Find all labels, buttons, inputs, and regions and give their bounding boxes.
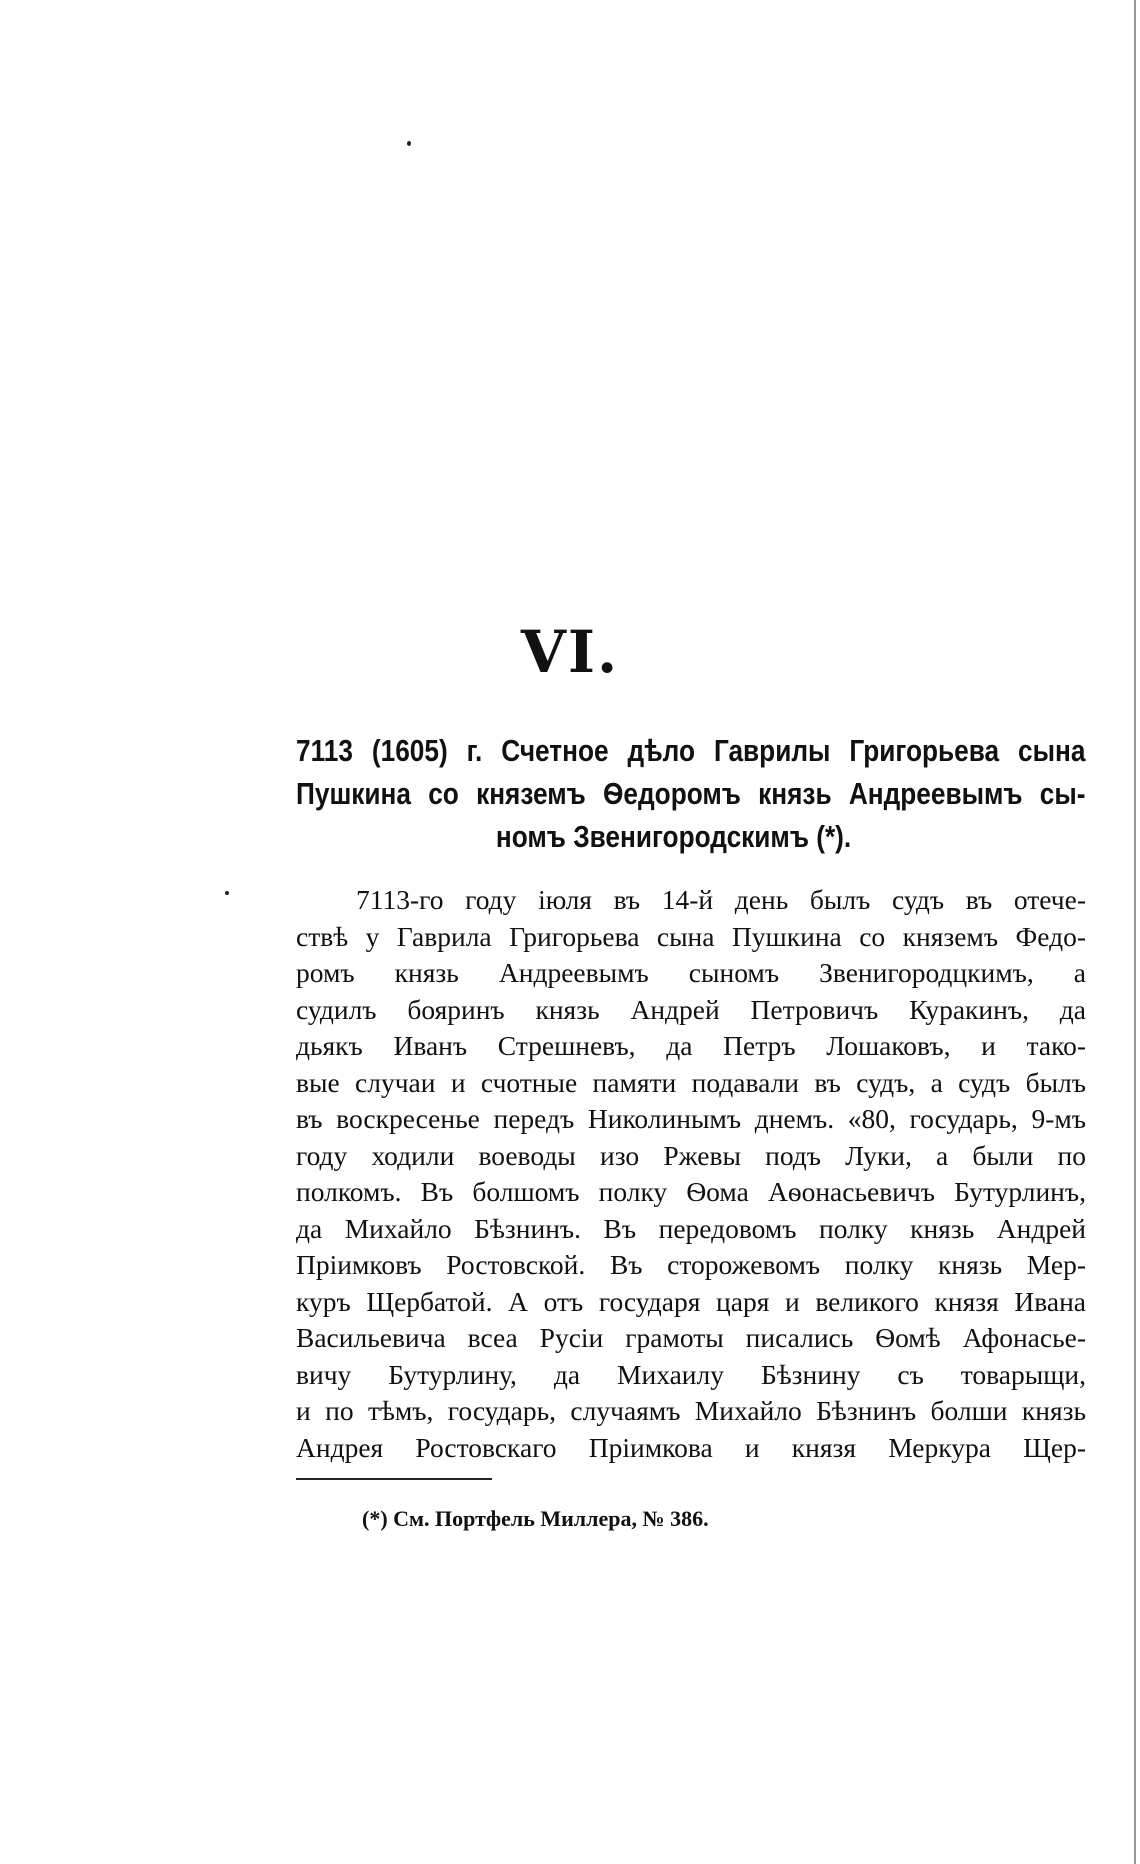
heading-line: номъ Звенигородскимъ (*).	[495, 820, 852, 854]
text-line: дьякъ Иванъ Стрешневъ, да Петръ Лошаковъ, и тако-	[296, 1030, 1086, 1061]
text-line: Пріимковъ Ростовской. Въ сторожевомъ полку князь Мер-	[296, 1249, 1086, 1280]
body-paragraph	[296, 882, 1086, 1466]
text-line: ромъ князь Андреевымъ сыномъ Звенигородцкимъ, а	[296, 957, 1086, 988]
text-line: полкомъ. Въ болшомъ полку Ѳома Аѳонасьевичъ Бутурлинъ,	[296, 1176, 1086, 1207]
footnote-divider	[296, 1478, 492, 1480]
text-line: судилъ бояринъ князь Андрей Петровичъ Куракинъ, да	[296, 993, 1086, 1025]
text-line: куръ Щербатой. А отъ государя царя и великого князя Ивана	[296, 1285, 1086, 1317]
footnote: (*) См. Портфель Миллера, № 386.	[362, 1506, 709, 1531]
heading-line: Пушкина со княземъ Ѳедоромъ князь Андреевымъ сы-	[296, 777, 1086, 811]
text-line: году ходили воеводы изо Ржевы подъ Луки, а были по	[296, 1139, 1086, 1171]
text-line: Васильевича всеа Русіи грамоты писались Ѳомѣ Афонасье-	[296, 1322, 1086, 1353]
scan-speck	[225, 891, 229, 895]
chapter-number: VI.	[520, 618, 620, 686]
text-line: да Михайло Бѣзнинъ. Въ передовомъ полку князь Андрей	[296, 1212, 1086, 1244]
heading-line: 7113 (1605) г. Счетное дѣло Гаврилы Григорьева сына	[296, 734, 1086, 768]
document-heading	[296, 730, 1085, 859]
text-line: вые случаи и счотные памяти подавали въ судъ, а судъ былъ	[296, 1066, 1086, 1098]
scan-speck	[407, 141, 411, 146]
text-line: 7113-го году іюля въ 14-й день былъ судъ въ отече-	[356, 884, 1086, 915]
text-line: вичу Бутурлину, да Михаилу Бѣзнину съ товарыщи,	[296, 1358, 1086, 1390]
text-line: Андрея Ростовскаго Пріимкова и князя Меркура Щер-	[296, 1431, 1086, 1463]
page-edge-line	[1134, 0, 1136, 1864]
text-line: и по тѣмъ, государь, случаямъ Михайло Бѣзнинъ болши князь	[296, 1395, 1086, 1426]
text-line: въ воскресенье передъ Николинымъ днемъ. «80, государь, 9-мъ	[296, 1103, 1086, 1134]
text-line: ствѣ у Гаврила Григорьева сына Пушкина со княземъ Федо-	[296, 920, 1086, 952]
